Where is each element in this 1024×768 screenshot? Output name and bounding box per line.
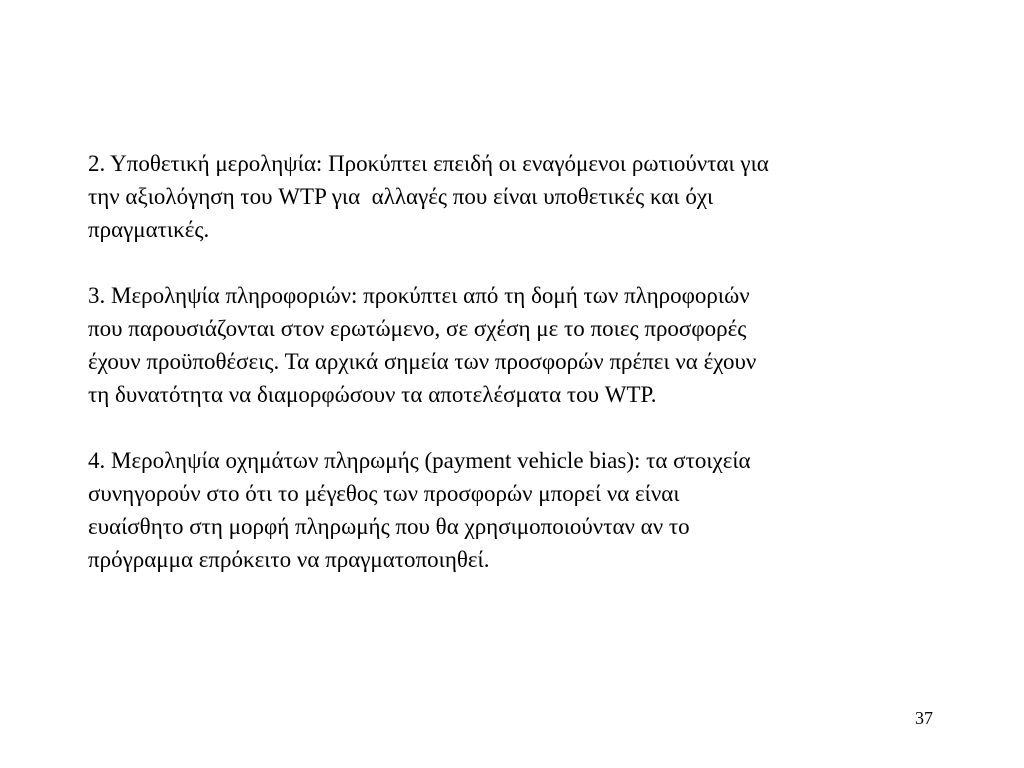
text-line: ευαίσθητο στη μορφή πληρωμής που θα χρησιμοποιούνταν αν το: [88, 514, 690, 539]
paragraph-payment-vehicle-bias: [88, 444, 948, 576]
page-number: 37: [915, 708, 933, 728]
text-line: 2. Υποθετική μεροληψία: Προκύπτει επειδή οι εναγόμενοι ρωτιούνται για: [88, 151, 769, 176]
text-line: τη δυνατότητα να διαμορφώσουν τα αποτελέσματα του WTP.: [88, 382, 657, 407]
text-line: πρόγραμμα επρόκειτο να πραγματοποιηθεί.: [88, 547, 490, 572]
text-line: 3. Μεροληψία πληροφοριών: προκύπτει από τη δομή των πληροφοριών: [88, 283, 750, 308]
paragraph-information-bias: [88, 279, 948, 411]
text-line: 4. Μεροληψία οχημάτων πληρωμής (payment vehicle bias): τα στοιχεία: [88, 448, 751, 473]
text-line: έχουν προϋποθέσεις. Τα αρχικά σημεία των προσφορών πρέπει να έχουν: [88, 349, 757, 374]
paragraph-hypothetical-bias: [88, 147, 948, 246]
paragraph-spacer: [88, 411, 948, 444]
text-line: συνηγορούν στο ότι το μέγεθος των προσφορών μπορεί να είναι: [88, 481, 680, 506]
text-line: την αξιολόγηση του WTP για αλλαγές που είναι υποθετικές και όχι: [88, 184, 714, 209]
text-line: που παρουσιάζονται στον ερωτώμενο, σε σχέση με το ποιες προσφορές: [88, 316, 747, 341]
text-line: πραγματικές.: [88, 217, 210, 242]
slide-body: [88, 147, 948, 576]
paragraph-spacer: [88, 246, 948, 279]
